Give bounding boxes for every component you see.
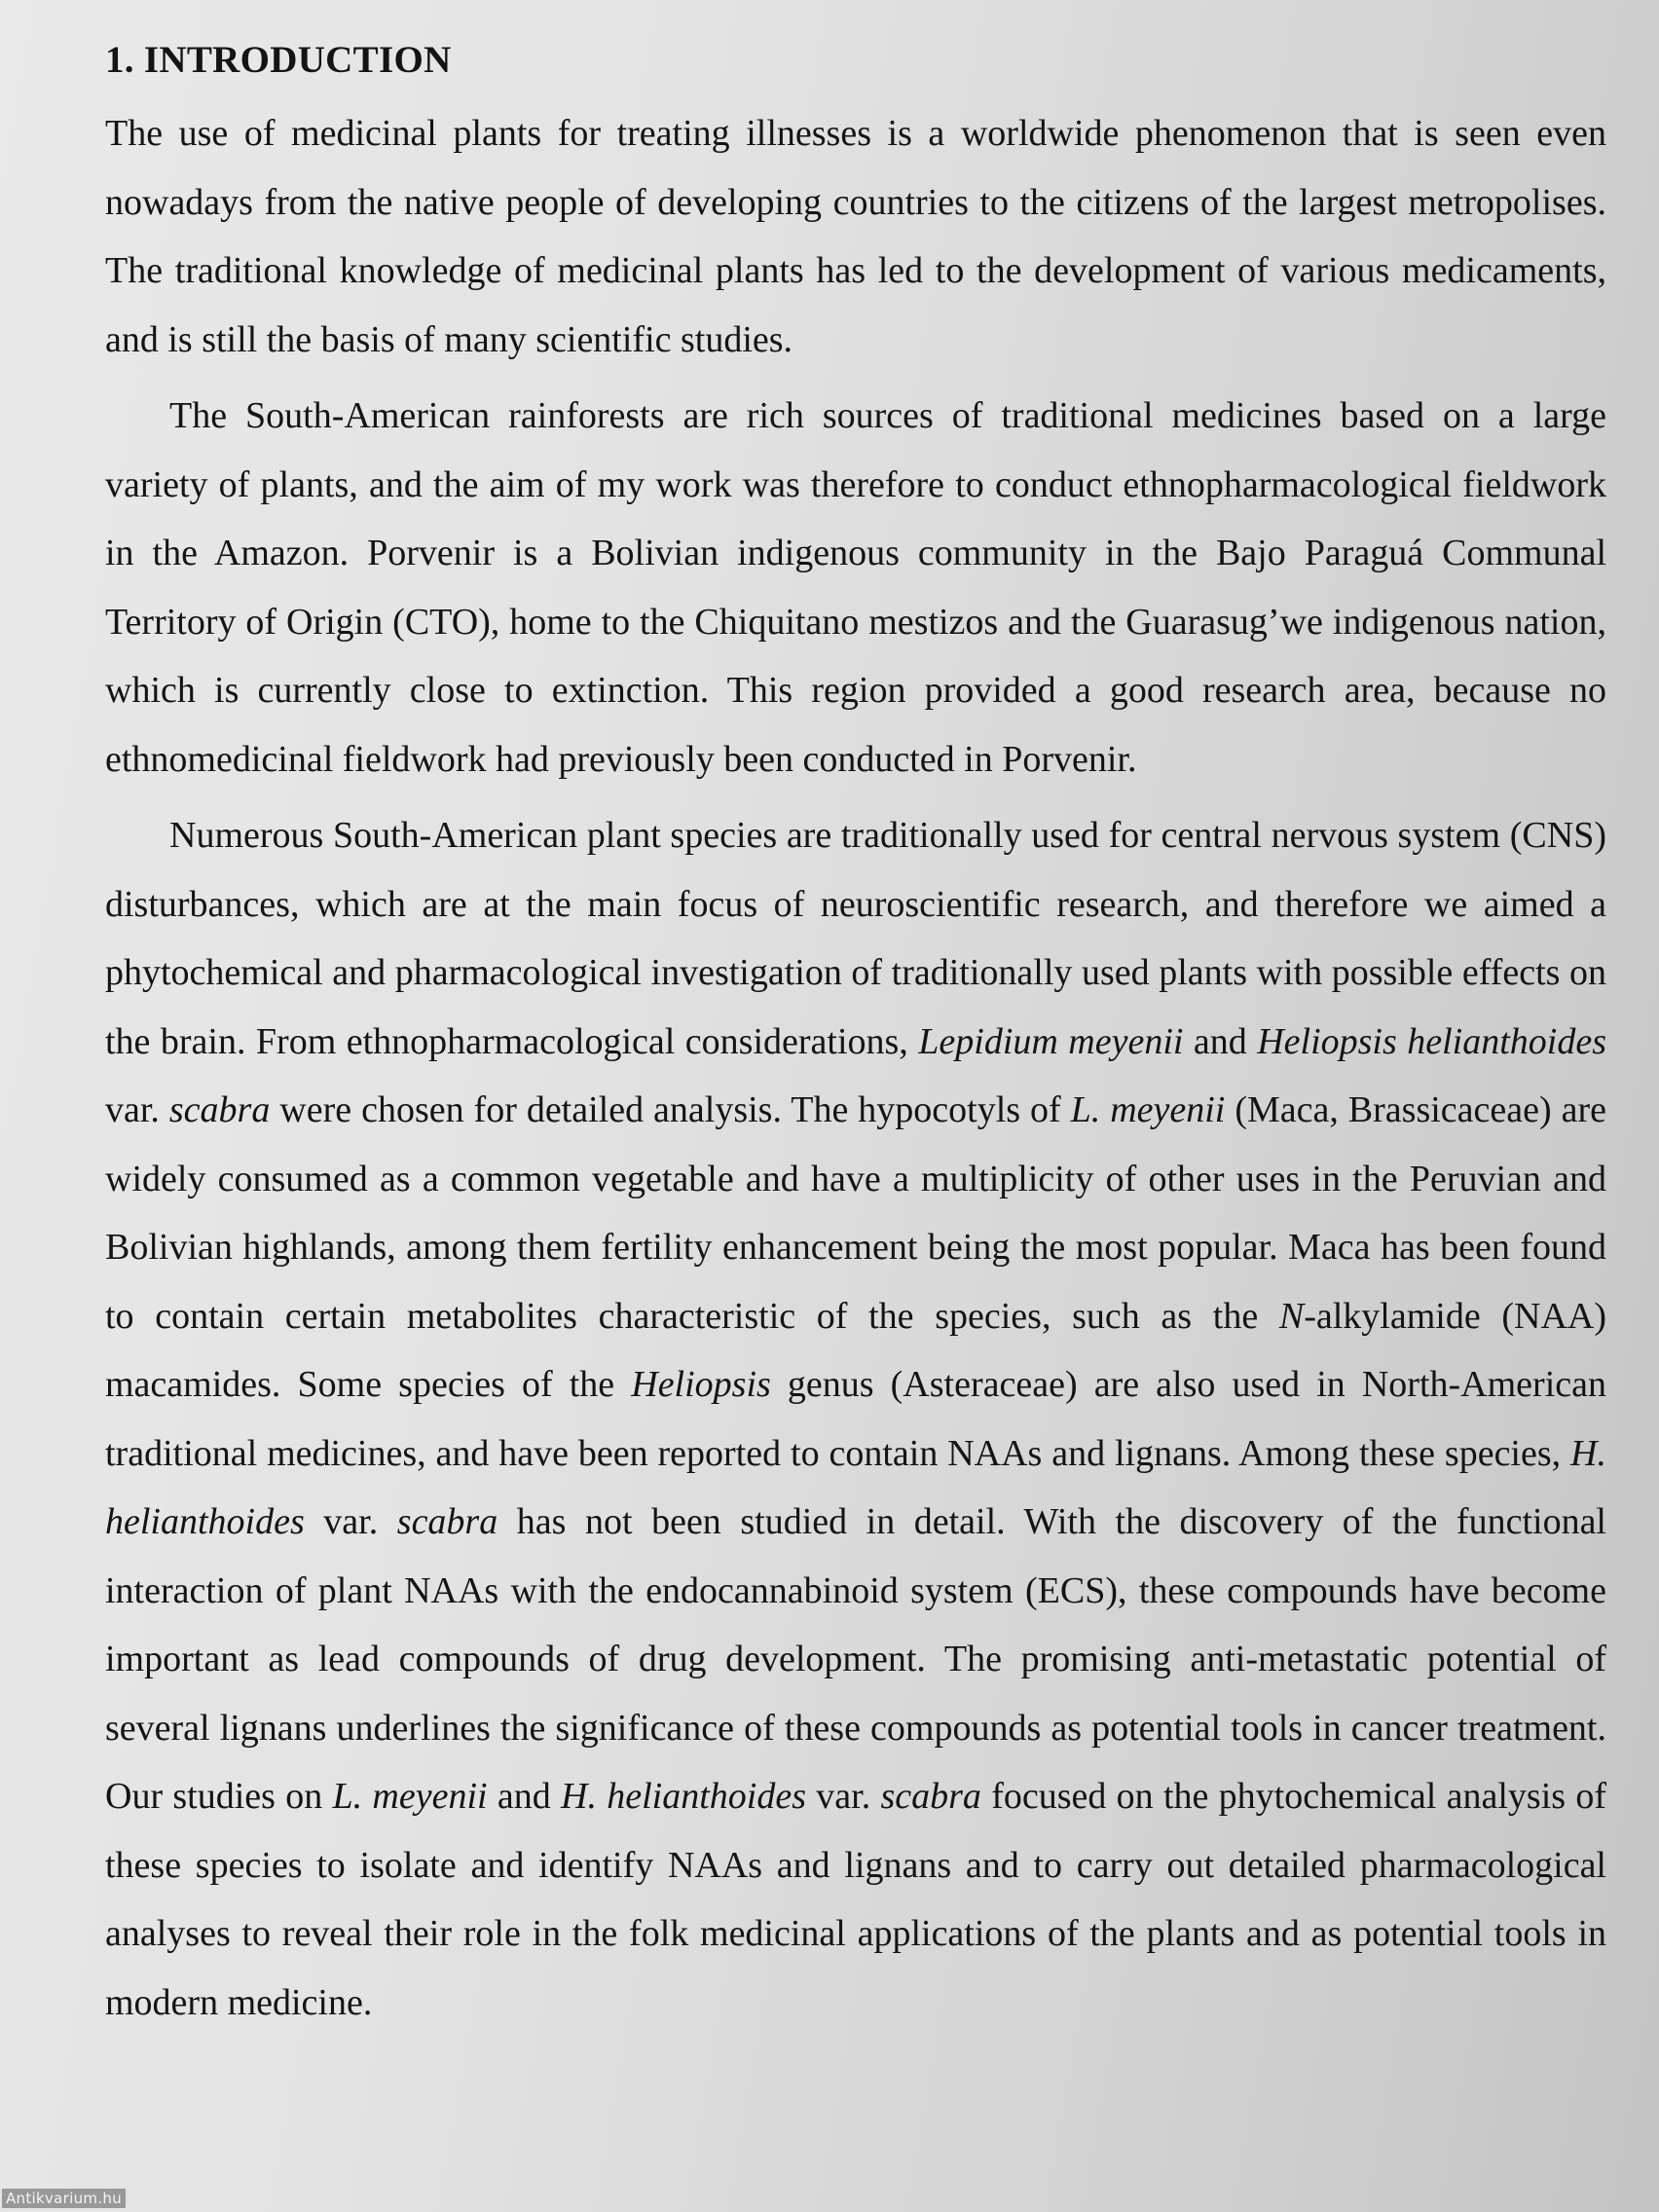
text-run: var.	[304, 1501, 397, 1542]
text-run: focused on the phytochemical analysis of these species to isolate and identify NAAs and lignans and to carry out detailed pharmacological analyses to reveal their role in the folk medicinal applications of the plants and as potential tools in modern medicine.	[105, 1776, 1606, 2023]
italic-term: scabra	[880, 1776, 981, 1817]
text-run: var.	[105, 1089, 169, 1130]
text-run: The use of medicinal plants for treating illnesses is a worldwide phenomenon that is seen even nowadays from the native people of developing countries to the citizens of the largest metropolises. The traditional knowledge of medicinal plants has led to the development of various medicaments, and is still the basis of many scientific studies.	[105, 113, 1606, 360]
italic-term: Heliopsis helianthoides	[1257, 1020, 1606, 1062]
paragraph	[105, 99, 1606, 374]
paragraph	[105, 382, 1606, 793]
italic-term: L. meyenii	[332, 1776, 488, 1817]
text-run: The South-American rainforests are rich sources of traditional medicines based on a large variety of plants, and the aim of my work was therefore to conduct ethnopharmacological fieldwork in the Amazon. Porvenir is a Bolivian indigenous community in the Bajo Paraguá Communal Territory of Origin (CTO), home to the Chiquitano mestizos and the Guarasug’we indigenous nation, which is currently close to extinction. This region provided a good research area, because no ethnomedicinal fieldwork had previously been conducted in Porvenir.	[105, 395, 1606, 780]
italic-term: scabra	[396, 1501, 498, 1542]
italic-term: Heliopsis	[631, 1364, 771, 1405]
text-run: (Maca, Brassicaceae) are widely consumed as a common vegetable and have a multiplicity of other uses in the Peruvian and Bolivian highlands, among them fertility enhancement being the most popular. Maca has been found to contain certain metabolites characteristic of the species, such as the	[105, 1089, 1607, 1337]
text-run: Numerous South-American plant species are traditionally used for central nervous system (CNS) disturbances, which are at the main focus of neuroscientific research, and therefore we aimed a phytochemical and pharmacological investigation of traditionally used plants with possible effects on the brain. From ethnopharmacological considerations,	[105, 815, 1606, 1062]
italic-term: L. meyenii	[1070, 1089, 1226, 1130]
body-text	[105, 99, 1606, 2037]
text-run: and	[1183, 1020, 1258, 1062]
italic-term: H. helianthoides	[105, 1432, 1606, 1542]
italic-term: Lepidium meyenii	[918, 1020, 1184, 1062]
italic-term: N	[1278, 1295, 1305, 1337]
text-run: were chosen for detailed analysis. The hypocotyls of	[270, 1089, 1071, 1130]
section-heading: 1. INTRODUCTION	[105, 39, 452, 81]
text-run: -alkylamide (NAA) macamides. Some species of the	[105, 1295, 1607, 1405]
paragraph	[105, 801, 1606, 2037]
watermark: Antikvarium.hu	[2, 2189, 126, 2208]
italic-term: H. helianthoides	[561, 1776, 806, 1817]
text-run: var.	[806, 1776, 881, 1817]
text-run: has not been studied in detail. With the discovery of the functional interaction of plant NAAs with the endocannabinoid system (ECS), these compounds have become important as lead compounds of drug development. The promising anti-metastatic potential of several lignans underlines the significance of these compounds as potential tools in cancer treatment. Our studies on	[105, 1501, 1606, 1817]
document-page	[105, 35, 1606, 2177]
text-run: genus (Asteraceae) are also used in North-American traditional medicines, and have been reported to contain NAAs and lignans. Among these species,	[105, 1364, 1606, 1474]
italic-term: scabra	[168, 1089, 271, 1130]
text-run: and	[487, 1776, 562, 1817]
